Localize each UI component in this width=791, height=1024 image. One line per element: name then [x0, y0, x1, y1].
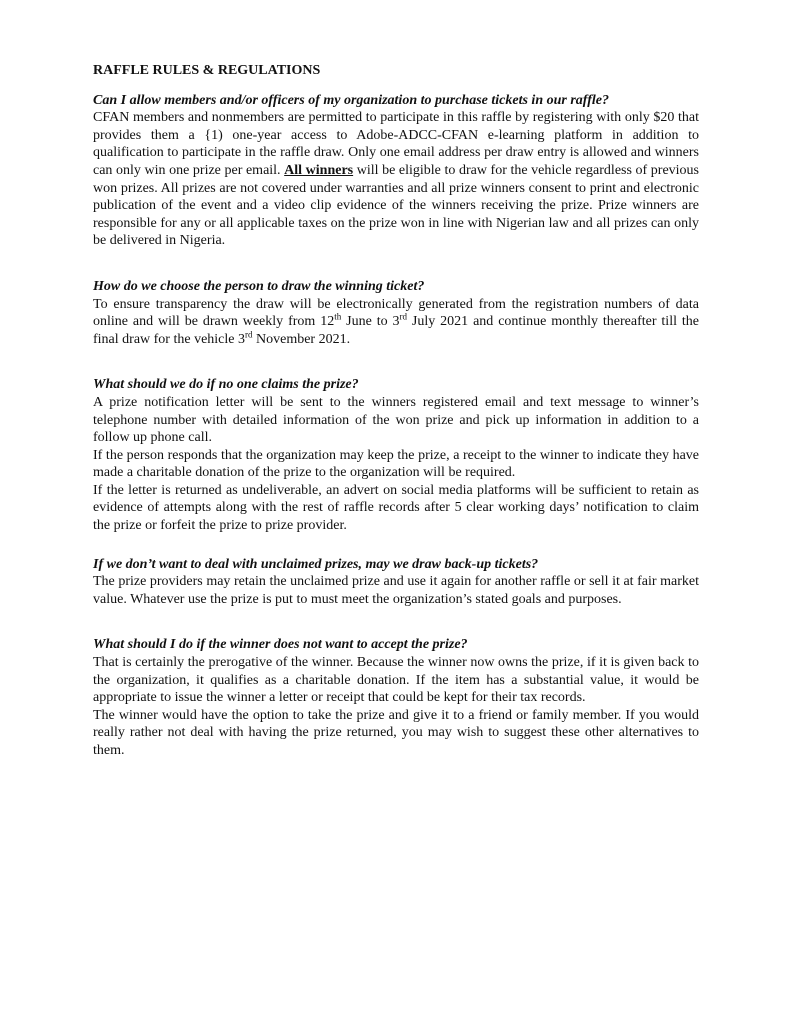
ordinal-suffix: th	[334, 311, 342, 322]
section-question-unclaimed: What should we do if no one claims the prize?	[93, 377, 359, 393]
section-question-winner-declines: What should I do if the winner does not want to accept the prize?	[93, 637, 468, 653]
section-paragraph: A prize notification letter will be sent to the winners registered email and text message to winner’s telephone number with detailed information of the won prize and pick up information in addition to a follow up phone call.	[93, 394, 699, 446]
section-paragraph	[93, 109, 699, 250]
ordinal-suffix: rd	[245, 329, 253, 340]
section-paragraph: The winner would have the option to take the prize and give it to a friend or family member. If you would really rather not deal with having the prize returned, you may wish to suggest these other alternatives to them.	[93, 707, 699, 758]
section-paragraph: That is certainly the prerogative of the winner. Because the winner now owns the prize, if it is given back to the organization, it qualifies as a charitable donation. If the item has a substantial value, it would be appropriate to issue the winner a letter or receipt that could be kept for their tax records.	[93, 655, 699, 706]
ordinal-suffix: rd	[399, 311, 407, 322]
paragraph-text: November 2021.	[252, 331, 351, 347]
paragraph-text: June to 3	[341, 314, 400, 330]
section-question-backup-tickets: If we don’t want to deal with unclaimed prizes, may we draw back-up tickets?	[93, 556, 539, 572]
section-question-draw-person: How do we choose the person to draw the winning ticket?	[93, 278, 425, 294]
emphasis-all-winners: All winners	[284, 162, 354, 178]
document-title: RAFFLE RULES & REGULATIONS	[93, 63, 321, 78]
section-paragraph: The prize providers may retain the unclaimed prize and use it again for another raffle or sell it at fair market value. Whatever use the prize is put to must meet the organization’s stated goals and purposes.	[93, 574, 699, 607]
paragraph-text: will be eligible to draw for the vehicle regardless of previous won prizes. All prizes are not covered under warranties and all prize winners consent to print and electronic publication of the event and a video clip evidence of the winners receiving the prize. Prize winners are responsible for any or all applicable taxes on the prize won in line with Nigerian law and all prizes can only be delivered in Nigeria.	[93, 162, 699, 249]
section-question-members-tickets: Can I allow members and/or officers of my organization to purchase tickets in our raffle?	[93, 92, 609, 108]
section-paragraph	[93, 296, 699, 349]
document-page	[93, 62, 699, 760]
paragraph-text: To ensure transparency the draw will be electronically generated from the registration numbers of data online and will be drawn weekly from 12	[93, 296, 699, 330]
paragraph-text: CFAN members and nonmembers are permitted to participate in this raffle by registering with only $20 that provides them a {1) one-year access to Adobe-ADCC-CFAN e-learning platform in addition to qualification to participate in the raffle draw. Only one email address per draw entry is allowed and winners can only win one prize per email.	[93, 110, 699, 178]
section-paragraph: If the letter is returned as undeliverable, an advert on social media platforms will be sufficient to retain as evidence of attempts along with the rest of raffle records after 5 clear working days’ notification to claim the prize or forfeit the prize to prize provider.	[93, 482, 699, 534]
paragraph-text: July 2021 and continue monthly thereafter till the final draw for the vehicle 3	[93, 314, 699, 347]
section-paragraph: If the person responds that the organization may keep the prize, a receipt to the winner to indicate they have made a charitable donation of the prize to the organization will be required.	[93, 447, 699, 481]
